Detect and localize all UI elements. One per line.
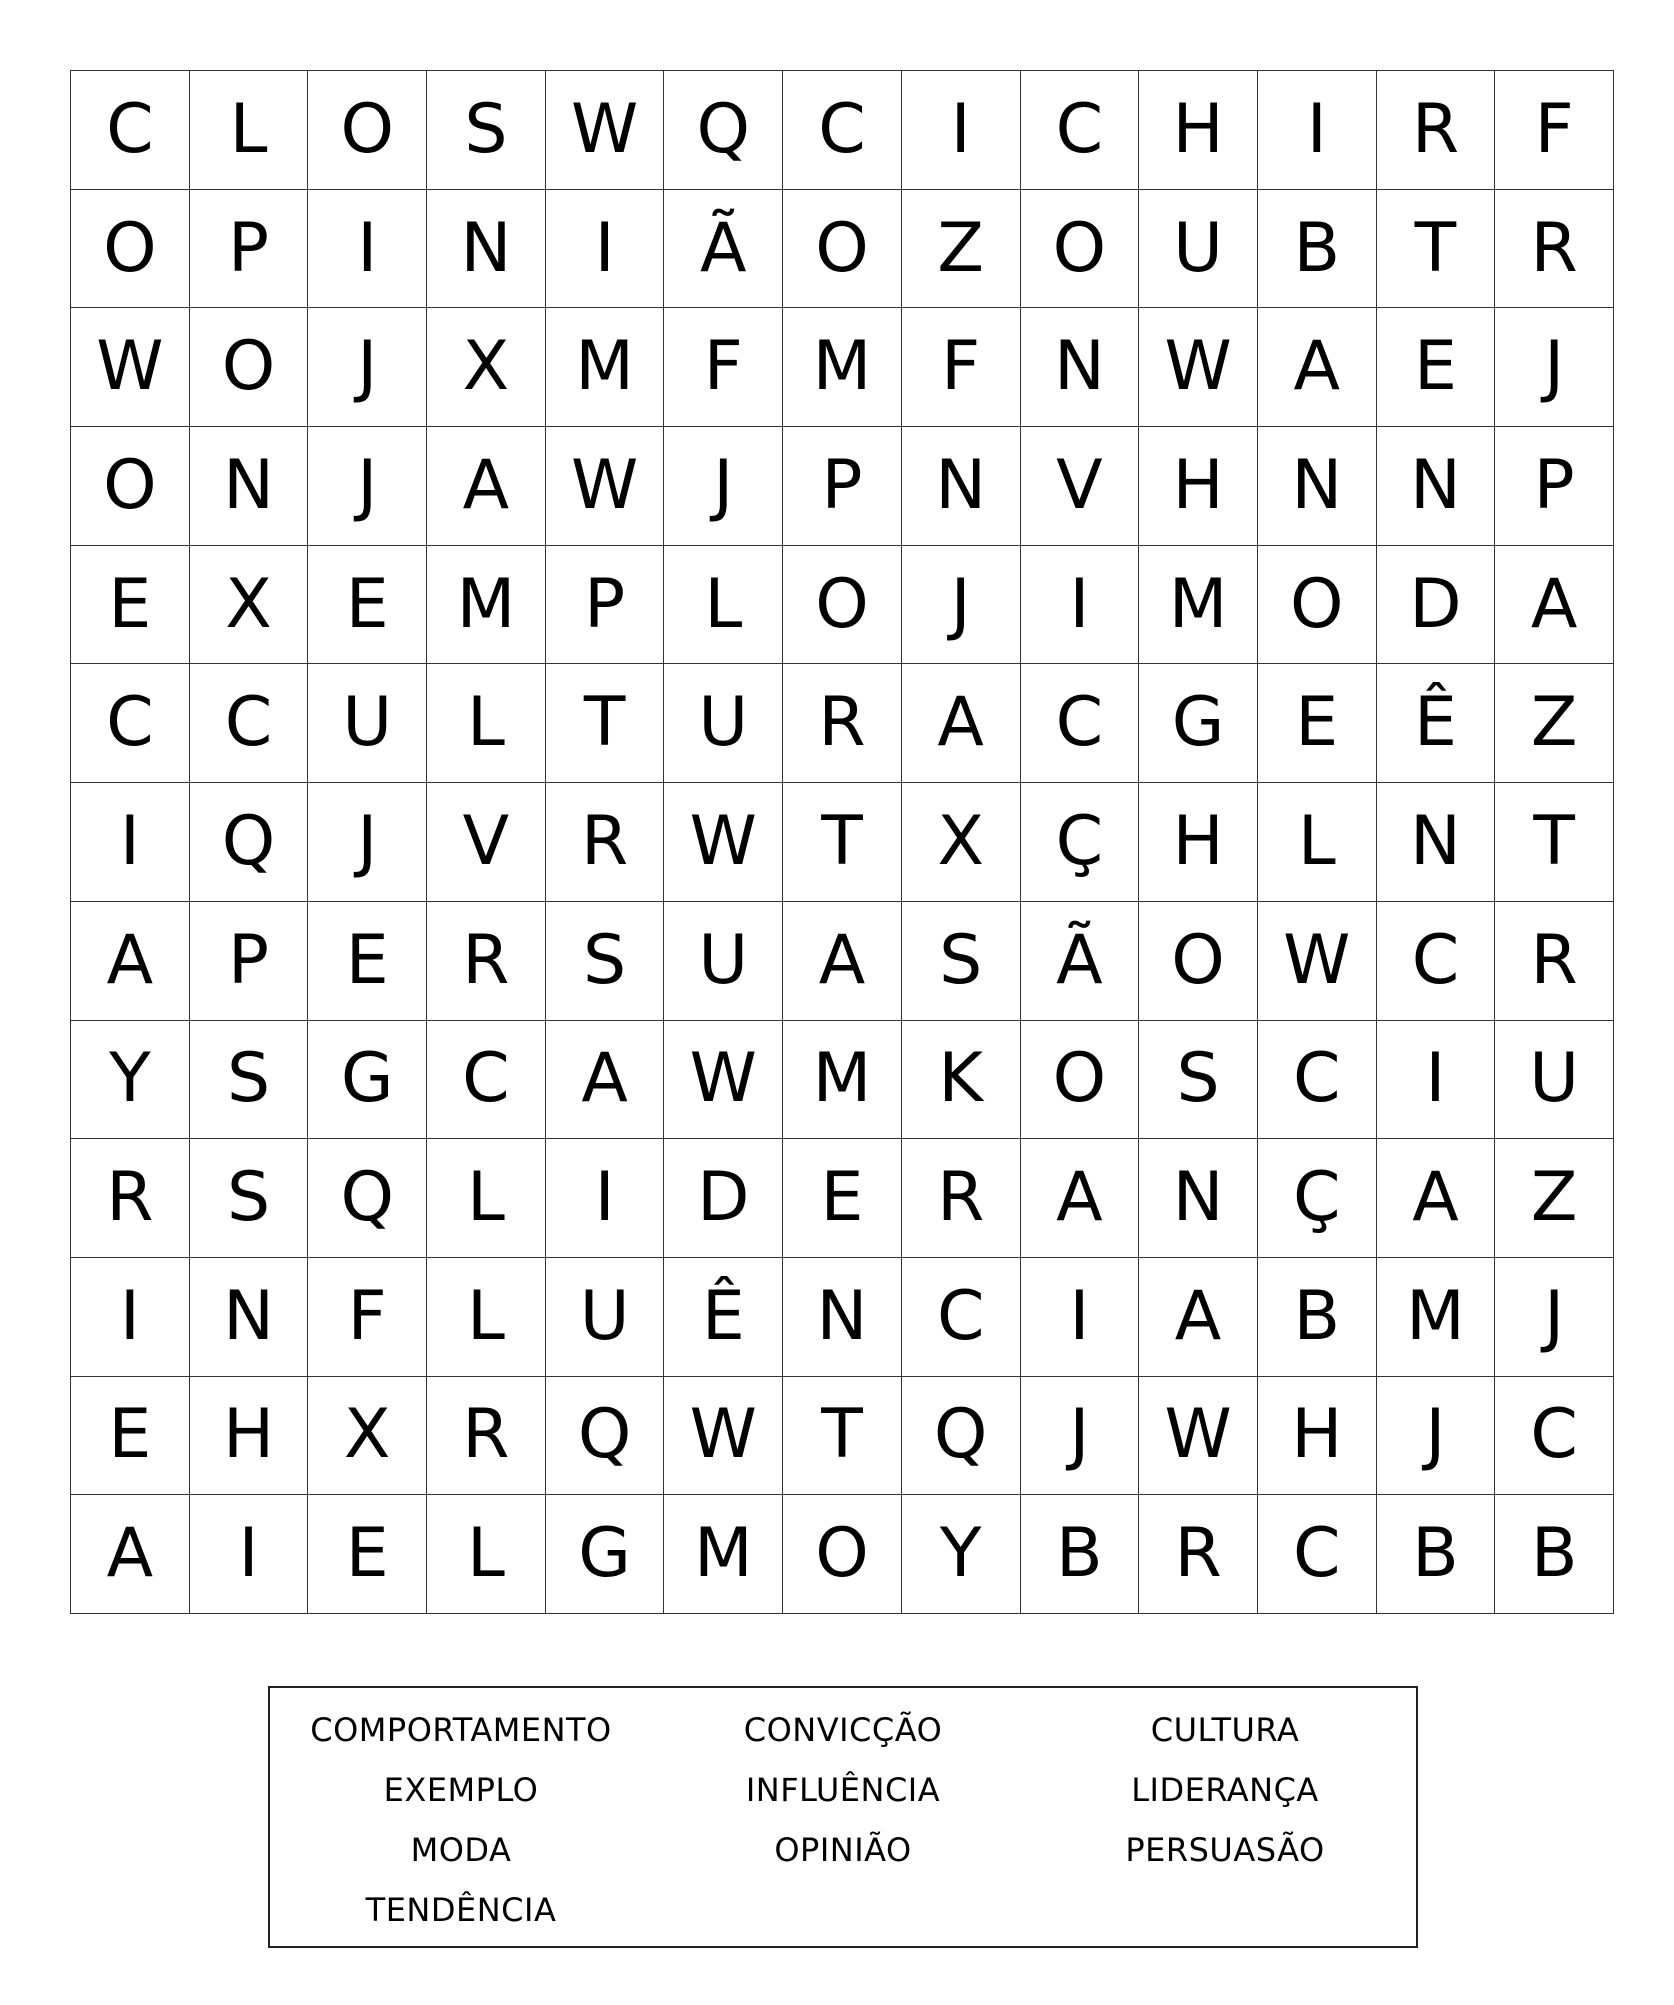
grid-cell[interactable]: Z (1495, 664, 1614, 783)
grid-cell[interactable]: F (664, 308, 783, 427)
grid-cell[interactable]: U (664, 664, 783, 783)
grid-cell[interactable]: C (71, 664, 190, 783)
grid-cell[interactable]: T (1495, 783, 1614, 902)
grid-cell[interactable]: B (1495, 1495, 1614, 1614)
grid-cell[interactable]: S (190, 1021, 309, 1140)
grid-cell[interactable]: R (71, 1139, 190, 1258)
grid-cell[interactable]: S (1139, 1021, 1258, 1140)
grid-cell[interactable]: M (1377, 1258, 1496, 1377)
grid-cell[interactable]: L (190, 71, 309, 190)
grid-cell[interactable]: Q (546, 1377, 665, 1496)
grid-cell[interactable]: E (1258, 664, 1377, 783)
grid-cell[interactable]: E (308, 546, 427, 665)
grid-cell[interactable]: W (1139, 1377, 1258, 1496)
grid-cell[interactable]: C (427, 1021, 546, 1140)
word-list-item: COMPORTAMENTO (310, 1711, 612, 1749)
grid-cell[interactable]: F (1495, 71, 1614, 190)
grid-cell[interactable]: J (308, 308, 427, 427)
grid-cell[interactable]: W (71, 308, 190, 427)
grid-cell[interactable]: O (1021, 190, 1140, 309)
grid-cell[interactable]: T (783, 783, 902, 902)
grid-cell[interactable]: M (1139, 546, 1258, 665)
grid-cell[interactable]: P (1495, 427, 1614, 546)
grid-cell[interactable]: A (1139, 1258, 1258, 1377)
grid-cell[interactable]: N (1258, 427, 1377, 546)
grid-cell[interactable]: Ç (1021, 783, 1140, 902)
grid-cell[interactable]: L (664, 546, 783, 665)
word-list-item: EXEMPLO (383, 1771, 539, 1809)
grid-cell[interactable]: I (1377, 1021, 1496, 1140)
grid-cell[interactable]: C (1021, 664, 1140, 783)
grid-cell[interactable]: O (71, 427, 190, 546)
grid-cell[interactable]: C (1021, 71, 1140, 190)
word-list-item (1034, 1880, 1416, 1940)
grid-cell[interactable]: A (1021, 1139, 1140, 1258)
grid-cell[interactable]: X (190, 546, 309, 665)
grid-cell[interactable]: N (427, 190, 546, 309)
grid-cell[interactable]: J (1021, 1377, 1140, 1496)
grid-cell[interactable]: O (1139, 902, 1258, 1021)
grid-cell[interactable]: N (1021, 308, 1140, 427)
grid-cell[interactable]: W (664, 1377, 783, 1496)
grid-cell[interactable]: Q (664, 71, 783, 190)
grid-cell[interactable]: H (1258, 1377, 1377, 1496)
grid-cell[interactable]: E (71, 546, 190, 665)
grid-cell[interactable]: X (427, 308, 546, 427)
grid-cell[interactable]: U (664, 902, 783, 1021)
grid-cell[interactable]: E (783, 1139, 902, 1258)
grid-cell[interactable]: R (1139, 1495, 1258, 1614)
grid-cell[interactable]: X (902, 783, 1021, 902)
grid-cell[interactable]: E (308, 1495, 427, 1614)
grid-cell[interactable]: F (902, 308, 1021, 427)
grid-cell[interactable]: C (783, 71, 902, 190)
grid-cell[interactable]: Z (1495, 1139, 1614, 1258)
grid-cell[interactable]: N (1377, 783, 1496, 902)
grid-cell[interactable]: P (546, 546, 665, 665)
grid-cell[interactable]: T (546, 664, 665, 783)
grid-cell[interactable]: O (783, 1495, 902, 1614)
grid-cell[interactable]: Ã (664, 190, 783, 309)
grid-cell[interactable]: J (308, 783, 427, 902)
grid-cell[interactable]: H (1139, 783, 1258, 902)
grid-cell[interactable]: E (71, 1377, 190, 1496)
word-list-item: TENDÊNCIA (365, 1891, 557, 1929)
grid-cell[interactable]: R (1495, 190, 1614, 309)
grid-cell[interactable]: R (783, 664, 902, 783)
grid-cell[interactable]: Ê (1377, 664, 1496, 783)
grid-cell[interactable]: M (546, 308, 665, 427)
grid-cell[interactable]: M (783, 1021, 902, 1140)
grid-cell[interactable]: Y (902, 1495, 1021, 1614)
grid-cell[interactable]: H (1139, 427, 1258, 546)
grid-cell[interactable]: I (308, 190, 427, 309)
grid-cell[interactable]: G (546, 1495, 665, 1614)
grid-cell[interactable]: L (1258, 783, 1377, 902)
grid-cell[interactable]: C (1258, 1495, 1377, 1614)
grid-cell[interactable]: O (71, 190, 190, 309)
grid-cell[interactable]: K (902, 1021, 1021, 1140)
word-list-item: OPINIÃO (774, 1831, 912, 1869)
grid-cell[interactable]: C (1258, 1021, 1377, 1140)
grid-cell[interactable]: I (71, 783, 190, 902)
grid-cell[interactable]: B (1021, 1495, 1140, 1614)
grid-cell[interactable]: E (1377, 308, 1496, 427)
grid-cell[interactable]: J (902, 546, 1021, 665)
grid-cell[interactable]: B (1258, 1258, 1377, 1377)
grid-cell[interactable]: R (427, 1377, 546, 1496)
grid-cell[interactable]: C (190, 664, 309, 783)
grid-cell[interactable]: A (546, 1021, 665, 1140)
grid-cell[interactable]: D (1377, 546, 1496, 665)
word-list-item: MODA (410, 1831, 512, 1869)
grid-cell[interactable]: L (427, 664, 546, 783)
grid-cell[interactable]: W (1139, 308, 1258, 427)
word-list-box (268, 1686, 1418, 1948)
grid-cell[interactable]: P (783, 427, 902, 546)
word-list (270, 1700, 1416, 1940)
grid-cell[interactable]: O (1258, 546, 1377, 665)
grid-cell[interactable]: J (308, 427, 427, 546)
grid-cell[interactable]: Ã (1021, 902, 1140, 1021)
grid-cell[interactable]: N (1139, 1139, 1258, 1258)
grid-cell[interactable]: O (1021, 1021, 1140, 1140)
grid-cell[interactable]: M (664, 1495, 783, 1614)
grid-cell[interactable]: J (1495, 1258, 1614, 1377)
grid-cell[interactable]: D (664, 1139, 783, 1258)
grid-cell[interactable]: C (71, 71, 190, 190)
grid-cell[interactable]: V (1021, 427, 1140, 546)
grid-cell[interactable]: O (783, 190, 902, 309)
grid-cell[interactable]: C (1377, 902, 1496, 1021)
word-list-item: PERSUASÃO (1125, 1831, 1325, 1869)
word-list-item: CULTURA (1150, 1711, 1300, 1749)
grid-cell[interactable]: Q (902, 1377, 1021, 1496)
grid-cell[interactable]: U (1139, 190, 1258, 309)
grid-cell[interactable]: U (1495, 1021, 1614, 1140)
grid-cell[interactable]: A (1495, 546, 1614, 665)
grid-cell[interactable]: G (308, 1021, 427, 1140)
grid-cell[interactable]: R (1495, 902, 1614, 1021)
grid-cell[interactable]: L (427, 1139, 546, 1258)
grid-cell[interactable]: A (71, 1495, 190, 1614)
grid-cell[interactable]: G (1139, 664, 1258, 783)
grid-cell[interactable]: X (308, 1377, 427, 1496)
grid-cell[interactable]: E (308, 902, 427, 1021)
grid-cell[interactable]: N (902, 427, 1021, 546)
grid-cell[interactable]: S (427, 71, 546, 190)
grid-cell[interactable]: I (546, 190, 665, 309)
grid-cell[interactable]: L (427, 1258, 546, 1377)
word-list-item (652, 1880, 1034, 1940)
grid-cell[interactable]: R (427, 902, 546, 1021)
grid-cell[interactable]: W (664, 783, 783, 902)
grid-cell[interactable]: Ç (1258, 1139, 1377, 1258)
grid-cell[interactable]: A (783, 902, 902, 1021)
grid-cell[interactable]: C (1495, 1377, 1614, 1496)
grid-cell[interactable]: I (190, 1495, 309, 1614)
grid-cell[interactable]: J (664, 427, 783, 546)
grid-cell[interactable]: T (1377, 190, 1496, 309)
grid-cell[interactable]: S (546, 902, 665, 1021)
grid-cell[interactable]: R (546, 783, 665, 902)
grid-cell[interactable]: Q (190, 783, 309, 902)
grid-cell[interactable]: N (190, 1258, 309, 1377)
grid-cell[interactable]: A (427, 427, 546, 546)
grid-cell[interactable]: O (190, 308, 309, 427)
grid-cell[interactable]: Q (308, 1139, 427, 1258)
grid-cell[interactable]: W (546, 71, 665, 190)
grid-cell[interactable]: O (783, 546, 902, 665)
grid-cell[interactable]: N (783, 1258, 902, 1377)
grid-cell[interactable]: N (1377, 427, 1496, 546)
grid-cell[interactable]: J (1495, 308, 1614, 427)
grid-cell[interactable]: I (902, 71, 1021, 190)
grid-cell[interactable]: V (427, 783, 546, 902)
grid-cell[interactable]: H (190, 1377, 309, 1496)
grid-cell[interactable]: N (190, 427, 309, 546)
grid-cell[interactable]: S (190, 1139, 309, 1258)
grid-cell[interactable]: B (1258, 190, 1377, 309)
grid-cell[interactable]: I (71, 1258, 190, 1377)
grid-cell[interactable]: H (1139, 71, 1258, 190)
grid-cell[interactable]: Z (902, 190, 1021, 309)
grid-cell[interactable]: U (308, 664, 427, 783)
grid-cell[interactable]: M (427, 546, 546, 665)
grid-cell[interactable]: C (902, 1258, 1021, 1377)
word-list-item: LIDERANÇA (1131, 1771, 1319, 1809)
grid-cell[interactable]: J (1377, 1377, 1496, 1496)
grid-cell[interactable]: A (902, 664, 1021, 783)
grid-cell[interactable]: Ê (664, 1258, 783, 1377)
grid-cell[interactable]: P (190, 190, 309, 309)
grid-cell[interactable]: U (546, 1258, 665, 1377)
letter-grid (70, 70, 1614, 1614)
grid-cell[interactable]: I (1021, 546, 1140, 665)
grid-cell[interactable]: R (902, 1139, 1021, 1258)
grid-cell[interactable]: R (1377, 71, 1496, 190)
grid-cell[interactable]: W (1258, 902, 1377, 1021)
word-list-item: CONVICÇÃO (743, 1711, 943, 1749)
grid-cell[interactable]: T (783, 1377, 902, 1496)
grid-cell[interactable]: I (1021, 1258, 1140, 1377)
grid-cell[interactable]: S (902, 902, 1021, 1021)
grid-cell[interactable]: B (1377, 1495, 1496, 1614)
grid-cell[interactable]: M (783, 308, 902, 427)
grid-cell[interactable]: A (1377, 1139, 1496, 1258)
grid-cell[interactable]: F (308, 1258, 427, 1377)
grid-cell[interactable]: W (664, 1021, 783, 1140)
grid-cell[interactable]: P (190, 902, 309, 1021)
grid-cell[interactable]: I (1258, 71, 1377, 190)
grid-cell[interactable]: O (308, 71, 427, 190)
grid-cell[interactable]: W (546, 427, 665, 546)
grid-cell[interactable]: A (71, 902, 190, 1021)
grid-cell[interactable]: Y (71, 1021, 190, 1140)
grid-cell[interactable]: L (427, 1495, 546, 1614)
grid-cell[interactable]: A (1258, 308, 1377, 427)
word-list-item: INFLUÊNCIA (745, 1771, 941, 1809)
grid-cell[interactable]: I (546, 1139, 665, 1258)
